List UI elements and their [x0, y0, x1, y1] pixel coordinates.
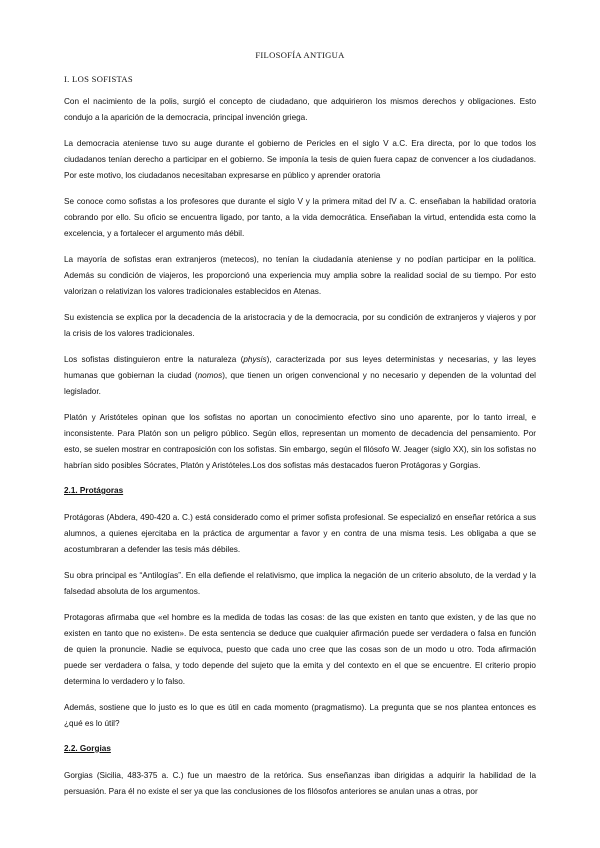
- paragraph-antilogias: Su obra principal es “Antilogías”. En ella defiende el relativismo, que implica la negación de un criterio absoluto, de la verdad y la falsedad absoluta de los argumentos.: [64, 570, 536, 596]
- paragraph-protagoras-bio: Protágoras (Abdera, 490-420 a. C.) está considerado como el primer sofista profesional. Se especializó en enseñar retórica a sus alumnos, a quienes ejercitaba en la práctica de argumentar a favor y en contra de una misma tesis. Les obligaba a que se acostumbraran a defender las tesis más débiles.: [64, 512, 536, 555]
- paragraph-existencia: Su existencia se explica por la decadencia de la aristocracia y de la democracia, por su condición de extranjeros y viajeros y por la crisis de los valores tradicionales.: [64, 312, 536, 338]
- paragraph-polis: Con el nacimiento de la polis, surgió el concepto de ciudadano, que adquirieron los mismos derechos y obligaciones. Esto condujo a la aparición de la democracia, principal invención griega.: [64, 97, 536, 123]
- paragraph-platon-aristoteles: Platón y Aristóteles opinan que los sofistas no aportan un conocimiento efectivo sino uno aparente, por lo tanto irreal, e inconsistente. Para Platón son un peligro público. Según ellos, representan un momento de decadencia del pensamiento. Por esto, se suelen mostrar en contraposición con los sofistas. Sin embargo, según el filósofo W. Jeager (siglo XX), sin los sofistas no habrían sido posibles Sócrates, Platón y Aristóteles.Los dos sofistas más destacados fueron Protágoras y Gorgias.: [64, 412, 536, 471]
- physis-term: physis: [243, 354, 267, 364]
- paragraph-sofistas-definicion: Se conoce como sofistas a los profesores que durante el siglo V y la primera mitad del IV a. C. enseñaban la habilidad oratoria cobrando por ello. Su oficio se encuentra ligado, por tanto, a la vida democrática. Enseñaban la virtud, entendida esta como la excelencia, y a fortalecer el argumento más débil.: [64, 196, 536, 239]
- subheading-gorgias: 2.2. Gorgias: [64, 743, 111, 753]
- physis-nomos-text-a: Los sofistas distinguieron entre la naturaleza (: [64, 354, 244, 364]
- paragraph-gorgias-bio: Gorgias (Sicilia, 483-375 a. C.) fue un maestro de la retórica. Sus enseñanzas iban dirigidas a adquirir la habilidad de la persuasión. Para él no existe el ser ya que las conclusiones de los filósofos anteriores se anulan unas a otras, por: [64, 770, 536, 796]
- section-heading: I. LOS SOFISTAS: [64, 74, 133, 84]
- physis-nomos-text-c: ), que tienen un origen convencional y no necesario y dependen de la voluntad del legislador.: [64, 370, 536, 396]
- paragraph-democracia: La democracia ateniense tuvo su auge durante el gobierno de Pericles en el siglo V a.C. Era directa, por lo que todos los ciudadanos tenían derecho a participar en el gobierno. Se imponía la tesis de quien fuera capaz de convencer a los ciudadanos. Por este motivo, los ciudadanos necesitaban expresarse en público y aprender oratoria: [64, 138, 536, 181]
- paragraph-metecos: La mayoría de sofistas eran extranjeros (metecos), no tenían la ciudadanía ateniense y no podían participar en la política. Además su condición de viajeros, les proporcionó una experiencia muy amplia sobre la realidad social de su tiempo. Por esto valorizan o relativizan los valores tradicionales establecidos en Atenas.: [64, 254, 536, 297]
- subheading-protagoras: 2.1. Protágoras: [64, 485, 124, 495]
- paragraph-pragmatismo: Además, sostiene que lo justo es lo que es útil en cada momento (pragmatismo). La pregunta que se nos plantea entonces es ¿qué es lo útil?: [64, 703, 536, 729]
- page-title: FILOSOFÍA ANTIGUA: [255, 50, 345, 60]
- paragraph-physis-nomos: [64, 352, 536, 401]
- paragraph-homo-mensura: Protagoras afirmaba que «el hombre es la medida de todas las cosas: de las que existen en tanto que existen, y de las que no existen en tanto que no existen». De esta sentencia se deduce que cualquier afirmación puede ser verdadera o falsa en función de quien la pronuncie. Nadie se equivoca, puesto que cada uno cree que las cosas son de un modo u otro. Toda afirmación puede ser verdadera o falsa, y todo depende del sujeto que la emita y del contexto en el que se encuentre. El criterio propio determina lo verdadero y lo falso.: [64, 612, 536, 687]
- nomos-term: nomos: [197, 370, 223, 380]
- physis-nomos-text-b: ), caracterizada por sus leyes deterministas y necesarias, y las leyes humanas que gobiernan la ciudad (: [64, 354, 536, 380]
